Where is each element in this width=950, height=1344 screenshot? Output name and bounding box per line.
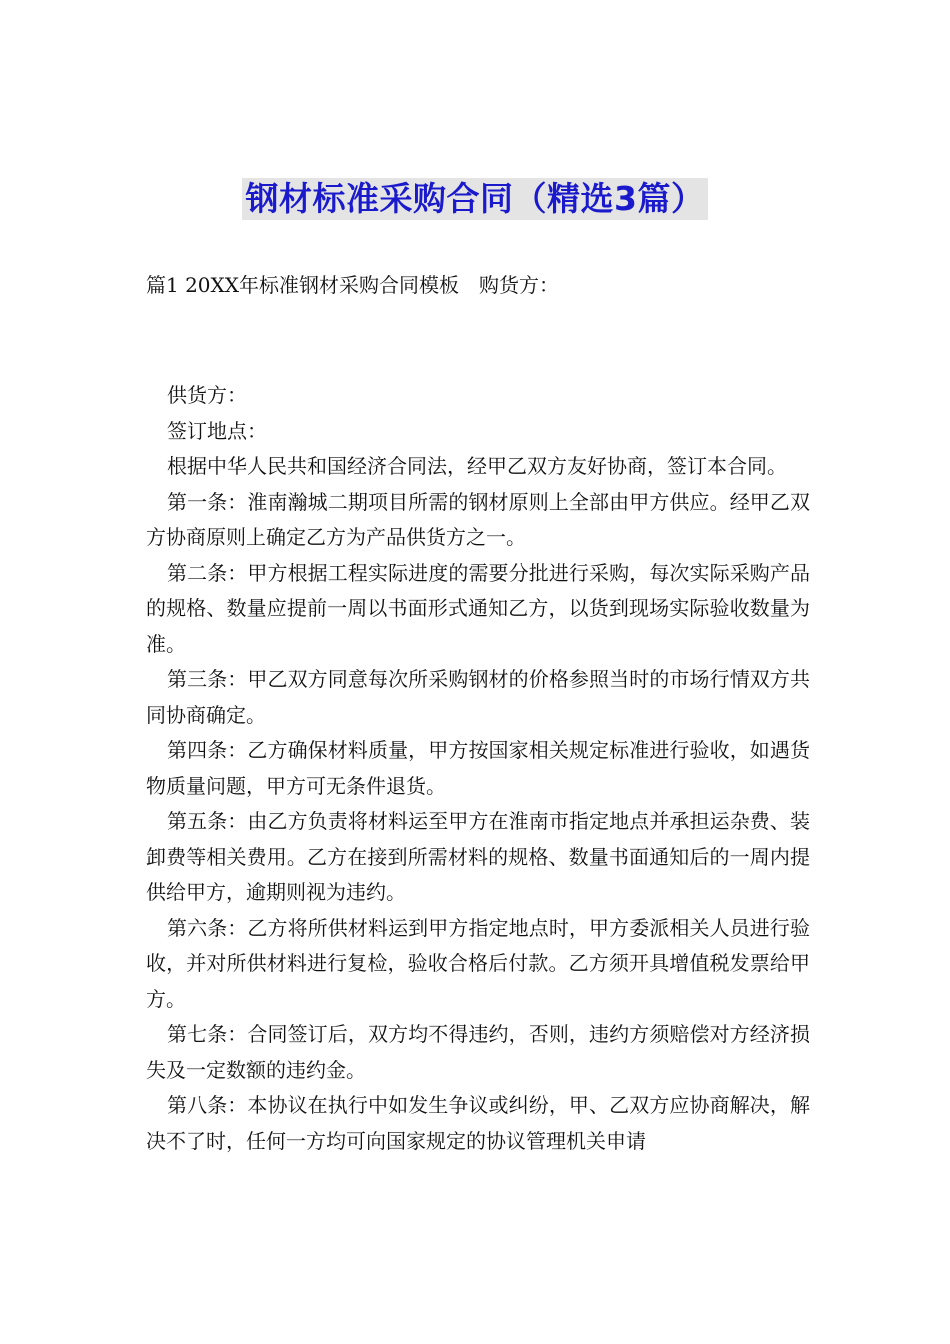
paragraph-article-4: 第四条：乙方确保材料质量，甲方按国家相关规定标准进行验收，如遇货物质量问题，甲方可无条件退货。 (146, 738, 810, 798)
paragraph-signing-place: 签订地点： (167, 418, 267, 443)
document-body (146, 378, 810, 1159)
paragraph-article-6: 第六条：乙方将所供材料运到甲方指定地点时，甲方委派相关人员进行验收，并对所供材料进行复检，验收合格后付款。乙方须开具增值税发票给甲方。 (146, 915, 810, 1011)
paragraph-preamble: 根据中华人民共和国经济合同法，经甲乙双方友好协商，签订本合同。 (167, 454, 787, 478)
section-heading: 篇1 20XX年标准钢材采购合同模板 购货方： (146, 273, 560, 297)
paragraph-article-7: 第七条：合同签订后，双方均不得违约，否则，违约方须赔偿对方经济损失及一定数额的违约金。 (146, 1022, 810, 1082)
paragraph-supplier: 供货方： (167, 383, 247, 407)
paragraph-article-2: 第二条：甲方根据工程实际进度的需要分批进行采购，每次实际采购产品的规格、数量应提前一周以书面形式通知乙方，以货到现场实际验收数量为准。 (146, 560, 810, 656)
title-container (0, 178, 950, 220)
paragraph-article-3: 第三条：甲乙双方同意每次所采购钢材的价格参照当时的市场行情双方共同协商确定。 (146, 667, 810, 727)
document-title: 钢材标准采购合同（精选3篇） (242, 178, 709, 220)
paragraph-article-1: 第一条：淮南瀚城二期项目所需的钢材原则上全部由甲方供应。经甲乙双方协商原则上确定乙方为产品供货方之一。 (146, 489, 810, 549)
paragraph-article-8: 第八条：本协议在执行中如发生争议或纠纷，甲、乙双方应协商解决，解决不了时，任何一方均可向国家规定的协议管理机关申请 (146, 1093, 810, 1153)
paragraph-article-5: 第五条：由乙方负责将材料运至甲方在淮南市指定地点并承担运杂费、装卸费等相关费用。乙方在接到所需材料的规格、数量书面通知后的一周内提供给甲方，逾期则视为违约。 (146, 809, 810, 904)
